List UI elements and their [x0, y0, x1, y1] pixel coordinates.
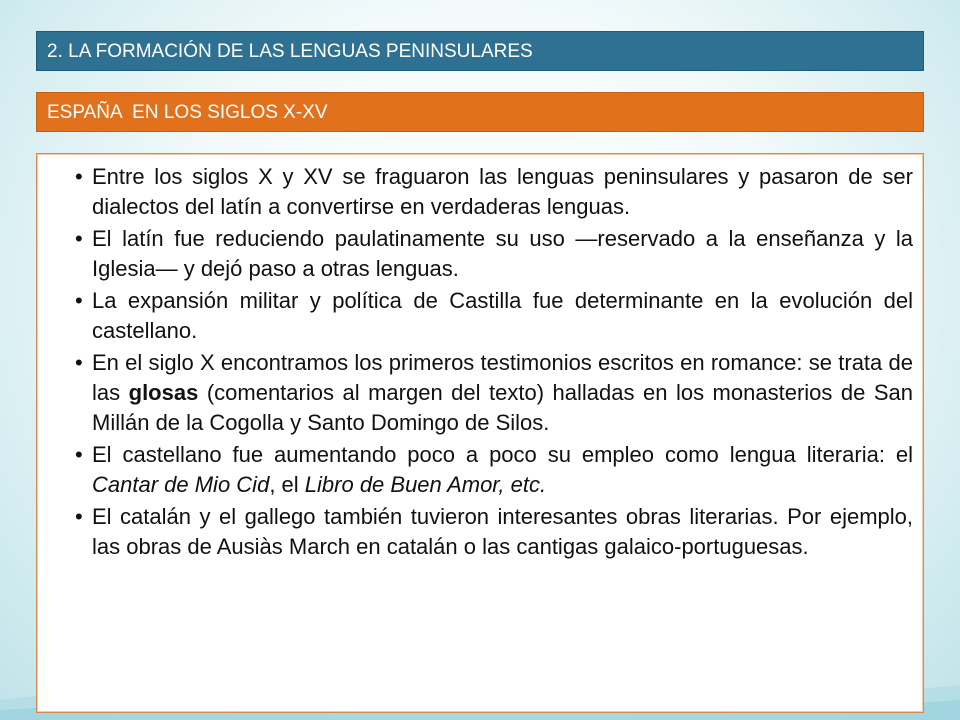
- bullet-icon: •: [75, 442, 83, 467]
- bullet-text-start: En el siglo X encontramos los primeros testimonios escritos en romance: se trata de las: [92, 350, 913, 405]
- bullet-text-end: (comentarios al margen del texto) halladas en los monasterios de San Millán de la Cogolla y Santo Domingo de Silos.: [92, 380, 913, 435]
- bullet-item-6: [75, 502, 913, 562]
- bullet-item-4: [75, 348, 913, 438]
- bullet-icon: •: [75, 350, 83, 375]
- bullet-icon: •: [75, 288, 83, 313]
- bullet-text-mid: , el: [269, 472, 305, 497]
- bullet-icon: •: [75, 164, 83, 189]
- bullet-item-2: [75, 224, 913, 284]
- bullet-text: El latín fue reduciendo paulatinamente su uso —reservado a la enseñanza y la Iglesia— y dejó paso a otras lenguas.: [92, 226, 913, 281]
- bullet-text: El catalán y el gallego también tuvieron interesantes obras literarias. Por ejemplo, las obras de Ausiàs March en catalán o las cantigas galaico-portuguesas.: [92, 504, 913, 559]
- bullet-text: Entre los siglos X y XV se fraguaron las lenguas peninsulares y pasaron de ser dialectos del latín a convertirse en verdaderas lenguas.: [92, 164, 913, 219]
- slide-title-bar: [36, 31, 924, 71]
- content-box: [36, 153, 924, 713]
- work-title-cantar: Cantar de Mio Cid: [92, 472, 270, 497]
- bullet-item-1: [75, 162, 913, 222]
- bullet-text-bold-glosas: glosas: [128, 380, 199, 405]
- slide-subtitle-bar: [36, 92, 924, 132]
- slide-title: 2. LA FORMACIÓN DE LAS LENGUAS PENINSULARES: [47, 40, 533, 62]
- bullet-text-start: El castellano fue aumentando poco a poco su empleo como lengua literaria: el: [92, 442, 913, 467]
- bullet-icon: •: [75, 226, 83, 251]
- slide-subtitle: ESPAÑA EN LOS SIGLOS X-XV: [47, 101, 328, 123]
- bullet-icon: •: [75, 504, 83, 529]
- bullet-item-5: [75, 440, 913, 500]
- bullet-text-etc: etc.: [504, 472, 547, 497]
- bullet-text: La expansión militar y política de Castilla fue determinante en la evolución del castellano.: [92, 288, 913, 343]
- work-title-libro: Libro de Buen Amor,: [304, 472, 505, 497]
- bullet-item-3: [75, 286, 913, 346]
- bullet-list: [37, 154, 923, 562]
